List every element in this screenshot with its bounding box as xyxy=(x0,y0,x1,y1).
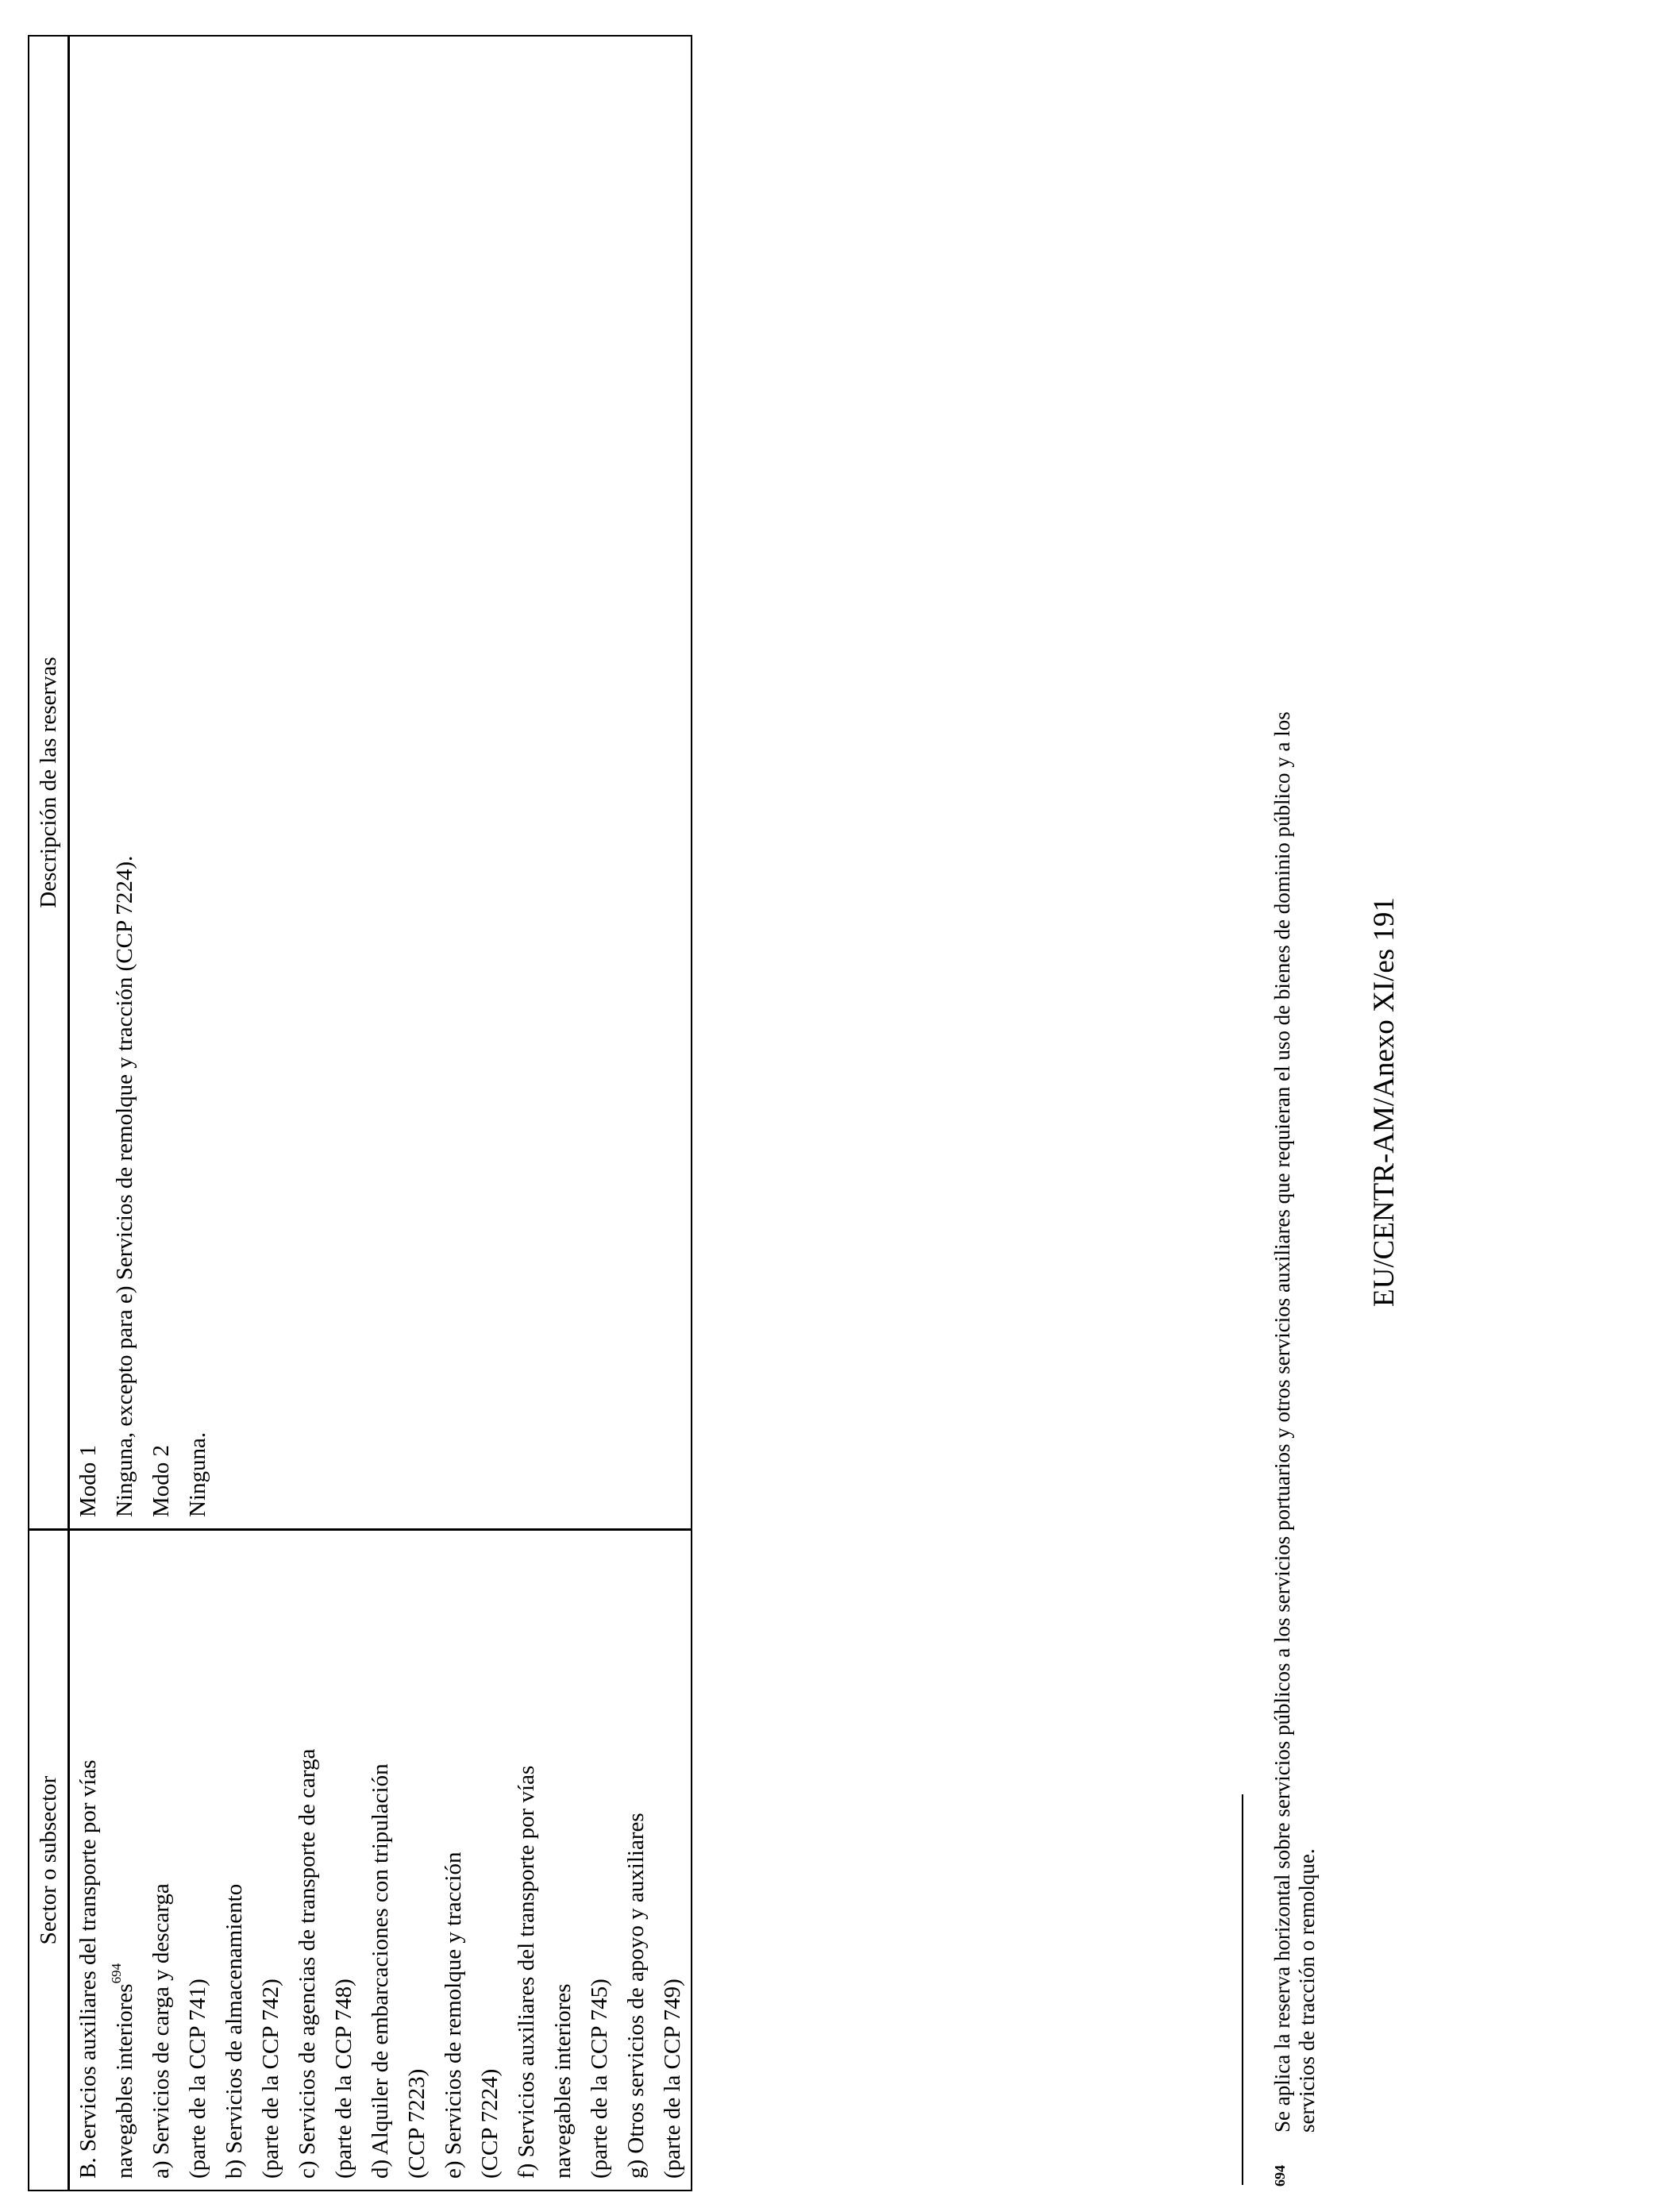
sector-item: f) Servicios auxiliares del transporte por vías xyxy=(514,1765,539,2179)
table-row xyxy=(69,36,692,2191)
sector-item: d) Alquiler de embarcaciones con tripulación xyxy=(368,1763,393,2179)
footnote-separator xyxy=(1242,1794,1243,2185)
header-sector: Sector o subsector xyxy=(29,1530,69,2191)
sector-item: (CCP 7223) xyxy=(404,2068,430,2179)
footnote-number: 694 xyxy=(1272,2165,1288,2187)
sector-item: g) Otros servicios de apoyo y auxiliares xyxy=(623,1813,649,2179)
sector-item: (parte de la CCP 741) xyxy=(185,1979,210,2179)
description-line: Ninguna, excepto para e) Servicios de remolque y tracción (CCP 7224). xyxy=(112,855,137,1517)
sector-item: (parte de la CCP 745) xyxy=(587,1979,612,2179)
page-reference: EU/CENTR-AM/Anexo XI/es 191 xyxy=(1368,897,1401,1307)
sector-item: e) Servicios de remolque y tracción xyxy=(441,1851,466,2179)
sector-item: (parte de la CCP 749) xyxy=(660,1979,685,2179)
description-cell xyxy=(69,36,692,1530)
sector-title-line: navegables interiores$^{694}$ xyxy=(109,1963,137,2179)
sector-item: navegables interiores xyxy=(550,1983,576,2179)
description-line: Modo 1 xyxy=(75,1444,101,1517)
sector-item: a) Servicios de carga y descarga xyxy=(148,1883,174,2179)
reservations-table xyxy=(28,35,692,2191)
sector-item: (parte de la CCP 748) xyxy=(331,1979,356,2179)
description-line: Ninguna. xyxy=(185,1431,210,1517)
sector-item: b) Servicios de almacenamiento xyxy=(222,1883,247,2179)
sector-title-line: B. Servicios auxiliares del transporte por vías xyxy=(75,1759,101,2179)
footnote-reference: 694 xyxy=(109,1963,125,1984)
header-description: Descripción de las reservas xyxy=(29,36,69,1530)
sector-item: c) Servicios de agencias de transporte de carga xyxy=(295,1748,320,2179)
table-header-row xyxy=(29,36,69,2191)
sector-item: (parte de la CCP 742) xyxy=(258,1979,283,2179)
sector-item: (CCP 7224) xyxy=(477,2068,503,2179)
footnote-text-line: servicios de tracción o remolque. xyxy=(1295,1848,1319,2133)
footnote xyxy=(1270,440,1320,2187)
description-line: Modo 2 xyxy=(148,1444,174,1517)
footnote-text-line: Se aplica la reserva horizontal sobre servicios públicos a los servicios portuarios y otros servicios auxiliares que requieran el uso de bienes de dominio público y a los xyxy=(1270,711,1294,2133)
sector-cell xyxy=(69,1530,692,2191)
